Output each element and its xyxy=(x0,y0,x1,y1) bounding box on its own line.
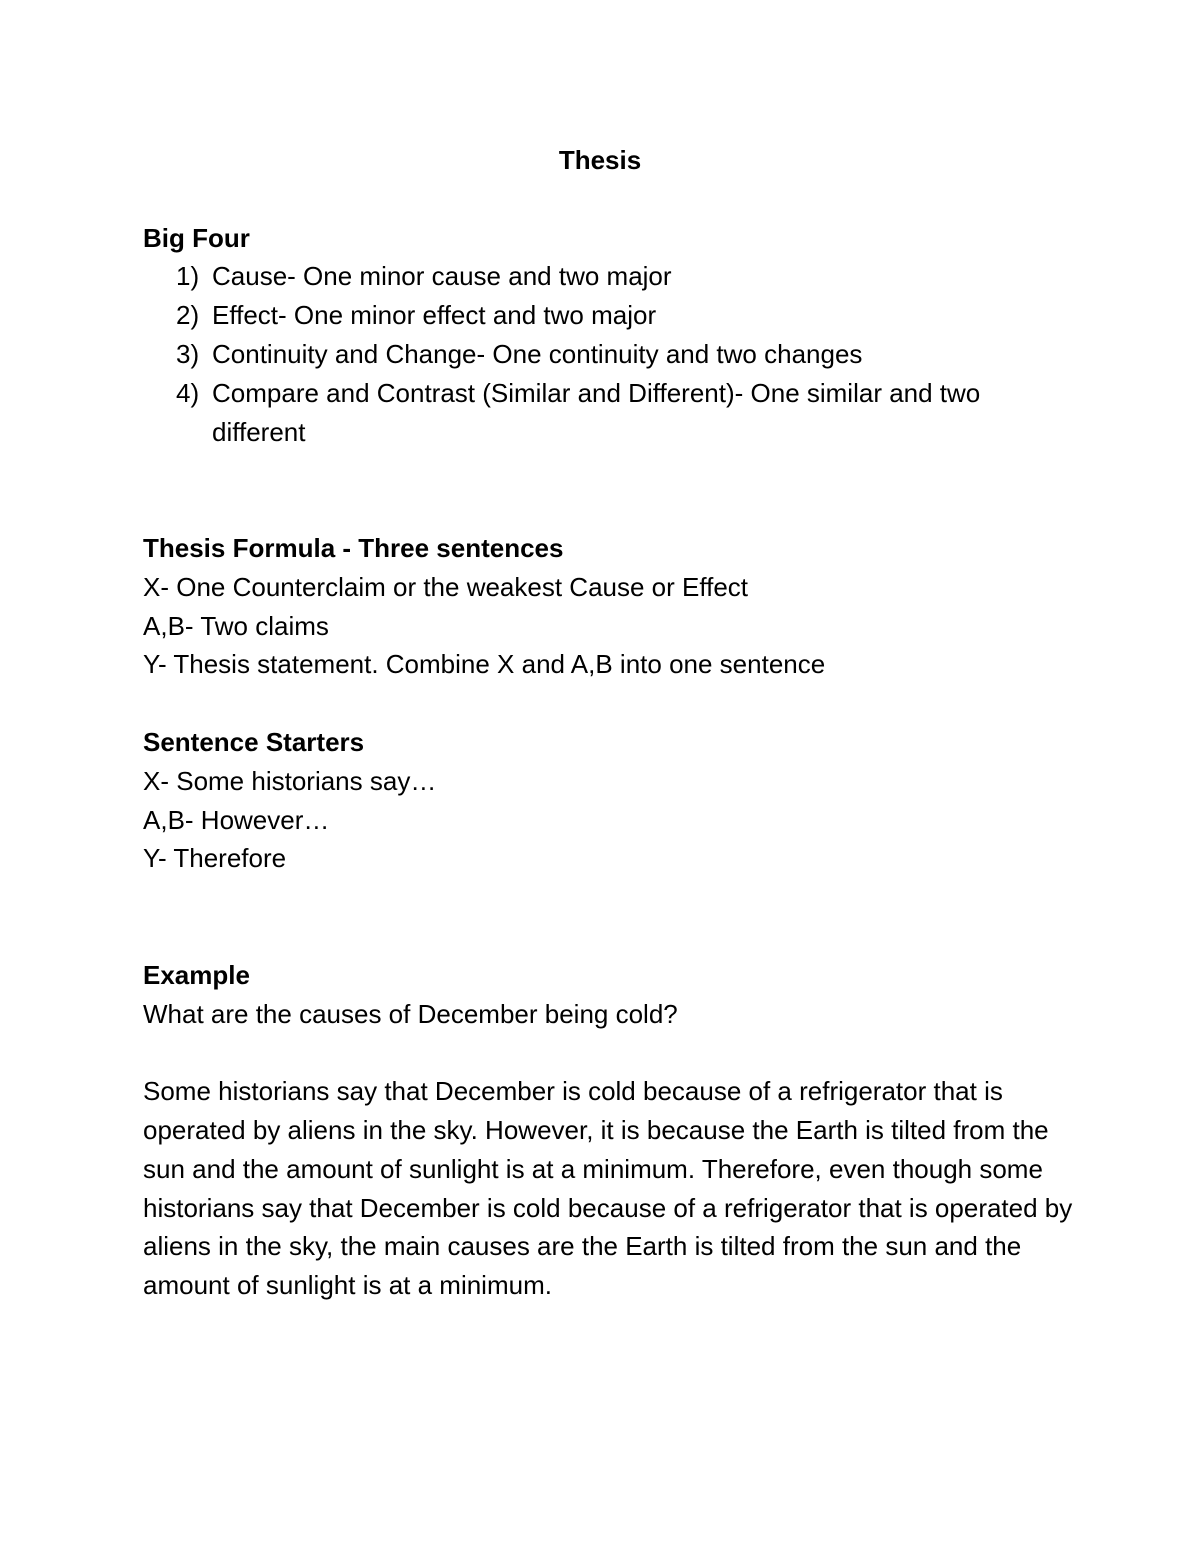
example-question: What are the causes of December being cold? xyxy=(143,998,678,1029)
list-item-text: Continuity and Change- One continuity and two changes xyxy=(212,338,863,369)
example-heading: Example xyxy=(143,959,250,990)
list-number: 1) xyxy=(176,261,200,292)
sentence-starters-section xyxy=(143,723,1073,878)
spacer xyxy=(143,878,1073,956)
list-item xyxy=(143,296,1073,335)
list-item-text: Effect- One minor effect and two major xyxy=(212,300,657,331)
list-number: 4) xyxy=(176,377,200,408)
formula-line-x: X- One Counterclaim or the weakest Cause or Effect xyxy=(143,571,749,602)
big-four-heading: Big Four xyxy=(143,222,250,253)
list-number: 2) xyxy=(176,300,200,331)
example-section xyxy=(143,956,1073,1305)
list-item xyxy=(143,335,1073,374)
sentence-starters-heading: Sentence Starters xyxy=(143,726,365,757)
page-title: Thesis xyxy=(558,145,642,175)
list-item-text: Cause- One minor cause and two major xyxy=(212,261,672,292)
spacer xyxy=(143,180,1073,219)
thesis-formula-heading: Thesis Formula - Three sentences xyxy=(143,532,564,563)
formula-line-y: Y- Thesis statement. Combine X and A,B into one sentence xyxy=(143,649,826,680)
list-item xyxy=(143,374,1073,452)
starter-line-y: Y- Therefore xyxy=(143,843,287,874)
list-number: 3) xyxy=(176,338,200,369)
thesis-formula-section xyxy=(143,529,1073,684)
spacer xyxy=(143,451,1073,529)
formula-line-ab: A,B- Two claims xyxy=(143,610,329,641)
big-four-section xyxy=(143,219,1073,452)
spacer xyxy=(143,684,1073,723)
spacer xyxy=(143,1033,1073,1072)
starter-line-ab: A,B- However… xyxy=(143,804,330,835)
list-item xyxy=(143,257,1073,296)
starter-line-x: X- Some historians say… xyxy=(143,765,437,796)
document-body xyxy=(143,141,1073,1305)
big-four-list xyxy=(143,257,1073,451)
example-paragraph: Some historians say that December is cold because of a refrigerator that is operated by aliens in the sky. However, it is because the Earth is tilted from the sun and the amount of sunlight is at a minimum. Therefore, even though some historians say that December is cold because of a refrigerator that is operated by aliens in the sky, the main causes are the Earth is tilted from the sun and the amount of sunlight is at a minimum. xyxy=(143,1076,1073,1301)
list-item-text: Compare and Contrast (Similar and Different)- One similar and two different xyxy=(212,377,981,447)
